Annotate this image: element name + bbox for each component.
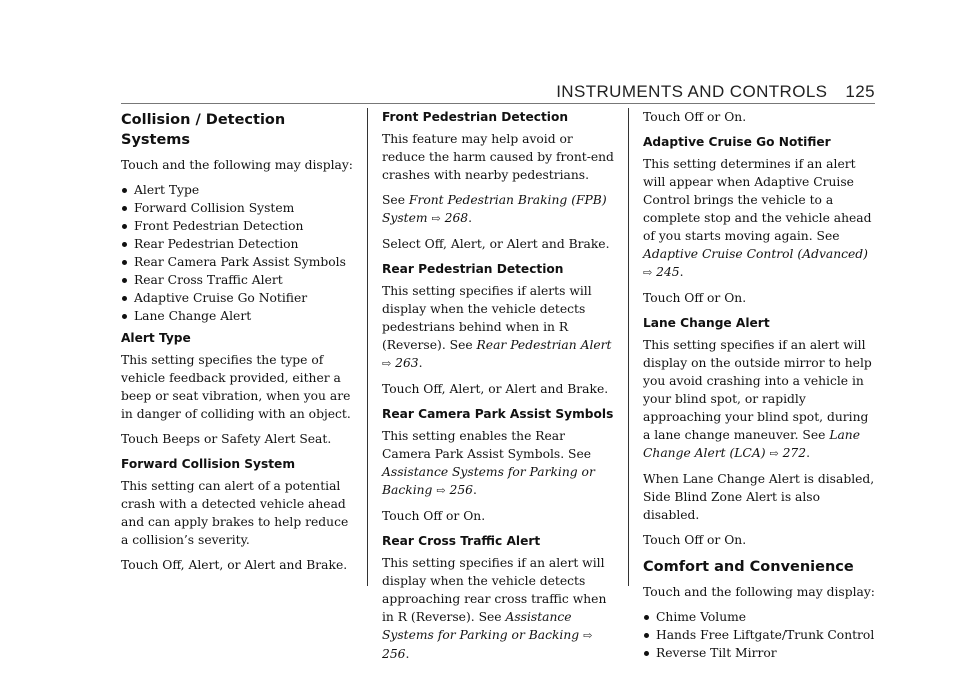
page-reference-arrow-icon: ⇨ (431, 212, 441, 225)
list-item: Rear Camera Park Assist Symbols (121, 253, 353, 271)
list-item: Reverse Tilt Mirror (643, 644, 879, 662)
bullet-list (121, 181, 353, 325)
cross-reference-link[interactable]: Front Pedestrian Braking (FPB) System (382, 193, 607, 225)
cross-reference-link[interactable]: Assistance Systems for Parking or Backing (382, 465, 595, 497)
rear-pedestrian-touch: Touch Off, Alert, or Alert and Brake. (382, 382, 609, 396)
cross-reference-link[interactable]: Assistance Systems for Parking or Backing (382, 610, 580, 642)
bullet-icon (122, 296, 127, 301)
forward-collision-body: This setting can alert of a potential crash with a detected vehicle ahead and can apply brakes to help reduce a collision’s severity. (121, 479, 349, 547)
alert-type-body: This setting specifies the type of vehicle feedback provided, either a beep or seat vibration, when you are in danger of colliding with an object. (121, 353, 351, 421)
list-item: Lane Change Alert (121, 307, 353, 325)
lane-change-alert-note: When Lane Change Alert is disabled, Side Blind Zone Alert is also disabled. (643, 472, 875, 522)
page-reference[interactable]: 263 (395, 356, 419, 370)
page-number: 125 (845, 82, 875, 101)
lane-change-alert-body: This setting specifies if an alert will display on the outside mirror to help you avoid crashing into a vehicle in your blind spot, or rapidly approaching your blind spot, during a lane change maneuver. See Lane Change Alert (LCA) ⇨ 272. (643, 338, 872, 460)
column-right (643, 108, 879, 666)
rear-cross-traffic-touch: Touch Off or On. (643, 110, 747, 124)
list-item: Front Pedestrian Detection (121, 217, 353, 235)
list-item: Alert Type (121, 181, 353, 199)
list-item: Rear Cross Traffic Alert (121, 271, 353, 289)
front-pedestrian-see: See Front Pedestrian Braking (FPB) System ⇨ 268. (382, 193, 607, 225)
forward-collision-touch: Touch Off, Alert, or Alert and Brake. (121, 558, 348, 572)
running-header (556, 82, 875, 102)
column-divider (367, 108, 368, 586)
cross-reference-link[interactable]: Lane Change Alert (LCA) (643, 428, 861, 460)
adaptive-cruise-go-body: This setting determines if an alert will appear when Adaptive Cruise Control brings the vehicle to a complete stop and the vehicle ahead of you starts moving again. See Adaptive Cruise Control (Advanced) ⇨ 245. (643, 157, 872, 279)
front-pedestrian-touch: Select Off, Alert, or Alert and Brake. (382, 237, 610, 251)
list-item: Adaptive Cruise Go Notifier (121, 289, 353, 307)
bullet-icon (644, 651, 649, 656)
subheading-rear-pedestrian: Rear Pedestrian Detection (382, 262, 564, 276)
bullet-icon (122, 260, 127, 265)
list-item: Chime Volume (643, 608, 879, 626)
section-heading-comfort: Comfort and Convenience (643, 559, 854, 575)
rear-pedestrian-body: This setting specifies if alerts will display when the vehicle detects pedestrians behind when in R (Reverse). See Rear Pedestrian Alert ⇨ 263. (382, 284, 612, 370)
bullet-icon (122, 314, 127, 319)
list-item: Hands Free Liftgate/Trunk Control (643, 626, 879, 644)
rear-camera-park-assist-body: This setting enables the Rear Camera Park Assist Symbols. See Assistance Systems for Parking or Backing ⇨ 256. (382, 429, 595, 497)
section-title: INSTRUMENTS AND CONTROLS (556, 82, 828, 101)
subheading-rear-cross-traffic: Rear Cross Traffic Alert (382, 534, 541, 548)
list-item: Forward Collision System (121, 199, 353, 217)
front-pedestrian-body: This feature may help avoid or reduce the harm caused by front-end crashes with nearby pedestrians. (382, 132, 614, 182)
page-reference[interactable]: 256 (382, 647, 406, 661)
rear-cross-traffic-body: This setting specifies if an alert will display when the vehicle detects approaching rear cross traffic when in R (Reverse). See Assistance Systems for Parking or Backing ⇨ 256. (382, 556, 607, 661)
rear-camera-park-assist-touch: Touch Off or On. (382, 509, 486, 523)
bullet-icon (122, 224, 127, 229)
bullet-icon (122, 188, 127, 193)
subheading-lane-change-alert: Lane Change Alert (643, 316, 770, 330)
bullet-icon (122, 206, 127, 211)
page-reference[interactable]: 272 (782, 446, 807, 460)
cross-reference-link[interactable]: Rear Pedestrian Alert (476, 338, 612, 352)
page-reference[interactable]: 256 (449, 483, 473, 497)
subheading-alert-type: Alert Type (121, 331, 191, 345)
adaptive-cruise-go-touch: Touch Off or On. (643, 291, 747, 305)
subheading-rear-camera-park-assist: Rear Camera Park Assist Symbols (382, 407, 614, 421)
subheading-adaptive-cruise-go: Adaptive Cruise Go Notifier (643, 135, 831, 149)
alert-type-touch: Touch Beeps or Safety Alert Seat. (121, 432, 332, 446)
page-reference-arrow-icon: ⇨ (583, 629, 593, 642)
page-reference-arrow-icon: ⇨ (643, 266, 653, 279)
page-reference[interactable]: 245 (656, 265, 680, 279)
page-reference[interactable]: 268 (444, 211, 469, 225)
column-divider (628, 108, 629, 586)
bullet-icon (122, 242, 127, 247)
comfort-intro: Touch and the following may display: (643, 585, 875, 599)
intro-text: Touch and the following may display: (121, 158, 353, 172)
bullet-icon (644, 615, 649, 620)
bullet-list (643, 608, 879, 662)
subheading-forward-collision: Forward Collision System (121, 457, 296, 471)
section-heading-collision: Collision / Detection Systems (121, 112, 286, 148)
header-rule (121, 103, 875, 104)
cross-reference-link[interactable]: Adaptive Cruise Control (Advanced) (643, 247, 868, 261)
page-reference-arrow-icon: ⇨ (436, 484, 446, 497)
column-middle (382, 108, 616, 670)
column-left (121, 108, 353, 581)
list-item: Rear Pedestrian Detection (121, 235, 353, 253)
page-reference-arrow-icon: ⇨ (382, 357, 392, 370)
bullet-icon (644, 633, 649, 638)
lane-change-alert-touch: Touch Off or On. (643, 533, 747, 547)
bullet-icon (122, 278, 127, 283)
subheading-front-pedestrian: Front Pedestrian Detection (382, 110, 569, 124)
page-reference-arrow-icon: ⇨ (769, 447, 779, 460)
